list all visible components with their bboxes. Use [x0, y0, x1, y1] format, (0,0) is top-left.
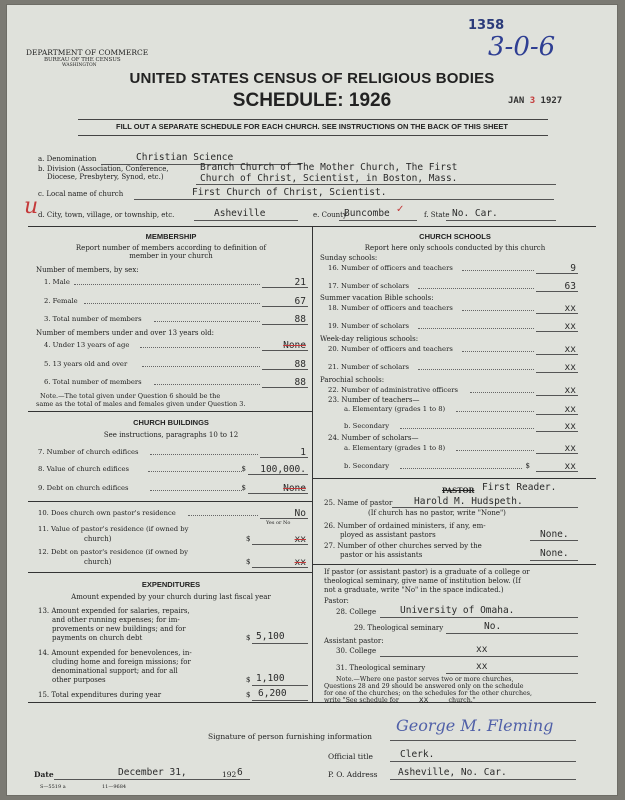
- underline: [390, 740, 576, 741]
- row-label: 10. Does church own pastor's residence: [38, 509, 176, 517]
- margin-mark: u: [24, 194, 39, 219]
- pastor-note-4: [324, 696, 476, 704]
- membership-note: Note.—The total given under Question 6 should be the: [40, 392, 221, 400]
- underline: [252, 567, 308, 568]
- division-label: b. Division (Association, Conference,: [38, 165, 169, 173]
- schools-row: [344, 444, 578, 454]
- r27-value: None.: [540, 548, 569, 559]
- pastor-note-5: church.": [448, 697, 476, 704]
- po-address-value: Asheville, No. Car.: [398, 767, 507, 778]
- underline: [446, 220, 556, 221]
- underline: [392, 507, 578, 508]
- city-label: d. City, town, village, or township, etc.: [38, 211, 175, 219]
- pastor-colon: Pastor:: [324, 597, 349, 605]
- row-value: 88: [294, 377, 306, 388]
- po-address-label: P. O. Address: [328, 770, 378, 779]
- row-label: 12. Debt on pastor's residence (if owned by: [38, 548, 188, 556]
- r26-value: None.: [540, 529, 569, 540]
- exp14-line1: 14. Amount expended for benevolences, in-: [38, 649, 192, 657]
- received-stamp: [508, 96, 562, 106]
- exp13-line4: payments on church debt: [52, 634, 143, 642]
- schools-row: [328, 386, 578, 396]
- dollar-sign: $: [246, 558, 251, 566]
- row-label: 18. Number of officers and teachers: [328, 304, 453, 312]
- dollar-sign: $: [241, 465, 246, 473]
- row-label: 3. Total number of members: [44, 315, 142, 323]
- underline: [196, 184, 556, 185]
- asst-college-label: 30. College: [336, 647, 377, 655]
- row-value: xx: [564, 303, 576, 314]
- row-label: b. Secondary: [344, 422, 390, 430]
- exp14-line3: denominational support; and for all: [52, 667, 178, 675]
- row-label: 5. 13 years old and over: [44, 360, 128, 368]
- row-value: xx: [564, 362, 576, 373]
- grad-line3: not a graduate, write "No" in the space indicated.): [324, 586, 504, 594]
- underline: [380, 656, 578, 657]
- college-value: University of Omaha.: [400, 605, 515, 616]
- assistant-colon: Assistant pastor:: [324, 637, 384, 645]
- row-value: 88: [294, 359, 306, 370]
- exp13-line1: 13. Amount expended for salaries, repairs,: [38, 607, 190, 615]
- row-value: xx: [564, 421, 576, 432]
- college-label: 28. College: [336, 608, 377, 616]
- buildings-row: [38, 509, 308, 519]
- underline: [390, 761, 576, 762]
- section-rule: [312, 478, 596, 479]
- pastor-note-1: Note.—Where one pastor serves two or more churches,: [336, 676, 514, 683]
- row-label: 11. Value of pastor's residence (if owned by: [38, 525, 189, 533]
- year-prefix: 192: [222, 770, 237, 779]
- division-label-2: Diocese, Presbytery, Synod, etc.): [47, 173, 164, 181]
- teachers-header: 23. Number of teachers—: [328, 396, 420, 404]
- pastor-note-2: Questions 28 and 29 should be answered only on the schedule: [324, 683, 524, 690]
- annotation-number: 1358: [468, 18, 505, 33]
- pastor-note-4a: write "See schedule for: [324, 697, 399, 704]
- row-value: None: [283, 340, 306, 351]
- form-number: S—5519 a: [40, 784, 66, 790]
- membership-row: [44, 341, 308, 351]
- row-label: a. Elementary (grades 1 to 8): [344, 444, 446, 452]
- grid-bottom-rule: [28, 702, 596, 703]
- row-label: 19. Number of scholars: [328, 322, 410, 330]
- schools-row: [344, 462, 578, 472]
- schedule-title: SCHEDULE: 1926: [232, 90, 392, 111]
- r27-line2: pastor or his assistants: [340, 551, 423, 559]
- row-value: 88: [294, 314, 306, 325]
- county-value: Buncombe: [344, 208, 390, 219]
- dollar-sign: $: [246, 691, 251, 699]
- exp13-line2: and other running expenses; for im-: [52, 616, 180, 624]
- section-rule: [312, 564, 596, 565]
- underline: [54, 779, 250, 780]
- members-age-header: Number of members under and over 13 years old:: [36, 329, 215, 337]
- county-label: e. County: [313, 211, 347, 219]
- yes-no-hint: Yes or No: [266, 520, 291, 526]
- row-value: None: [283, 483, 306, 494]
- divider: [78, 135, 548, 136]
- department-name: DEPARTMENT OF COMMERCE: [26, 48, 149, 57]
- underline: [530, 560, 578, 561]
- row-label: 6. Total number of members: [44, 378, 142, 386]
- section-rule: [28, 572, 312, 573]
- dollar-sign: $: [525, 462, 530, 470]
- row-value: xx: [564, 344, 576, 355]
- stamp-day: 3: [529, 96, 536, 106]
- row-value: xx: [564, 443, 576, 454]
- underline: [446, 633, 578, 634]
- row-value: 63: [564, 281, 576, 292]
- row-value: xx: [564, 404, 576, 415]
- membership-intro-2: member in your church: [129, 252, 213, 260]
- denomination-label: a. Denomination: [38, 155, 97, 163]
- membership-row: [44, 360, 308, 370]
- denomination-value: Christian Science: [136, 152, 234, 163]
- expenditures-intro: Amount expended by your church during last fiscal year: [71, 593, 271, 601]
- underline: [134, 199, 554, 200]
- exp15-label: 15. Total expenditures during year: [38, 691, 162, 699]
- row-value: 21: [294, 277, 306, 288]
- row-label: 22. Number of administrative officers: [328, 386, 458, 394]
- pastor-note-xx: xx: [418, 695, 429, 704]
- seminary-value: No.: [484, 621, 502, 632]
- signature-label: Signature of person furnishing information: [208, 732, 372, 741]
- row-value: xx: [564, 461, 576, 472]
- schools-row: [344, 422, 578, 432]
- exp14-line2: cluding home and foreign missions; for: [52, 658, 191, 666]
- row-value: 100,000.: [260, 464, 306, 475]
- r26-line1: 26. Number of ordained ministers, if any, em-: [324, 522, 486, 530]
- sunday-schools-header: Sunday schools:: [320, 254, 378, 262]
- church-word: church): [84, 558, 112, 566]
- row-label: 2. Female: [44, 297, 78, 305]
- row-label: 8. Value of church edifices: [38, 465, 130, 473]
- section-rule: [28, 501, 312, 502]
- row-value: 1: [300, 447, 306, 458]
- division-value-1: Branch Church of The Mother Church, The First: [200, 162, 458, 173]
- row-value: xx: [294, 557, 306, 568]
- form-number-2: 11—9684: [102, 784, 127, 790]
- buildings-row: [38, 448, 308, 458]
- schools-row: [328, 304, 578, 314]
- church-word: church): [84, 535, 112, 543]
- pastor-name-hint: (If church has no pastor, write "None"): [368, 509, 506, 517]
- form-title: UNITED STATES CENSUS OF RELIGIOUS BODIES: [129, 70, 495, 87]
- asst-seminary-value: xx: [476, 661, 488, 672]
- underline: [446, 673, 578, 674]
- buildings-title: CHURCH BUILDINGS: [133, 418, 209, 427]
- r27-line1: 27. Number of other churches served by the: [324, 542, 482, 550]
- exp13-line3: provements or new buildings; and for: [52, 625, 186, 633]
- bureau-city: WASHINGTON: [62, 63, 97, 68]
- membership-title: MEMBERSHIP: [145, 232, 197, 241]
- underline: [380, 617, 578, 618]
- grad-line2: theological seminary, give name of institution below. (If: [324, 577, 521, 585]
- pastor-name-value: Harold M. Hudspeth.: [414, 496, 523, 507]
- instruction-banner: FILL OUT A SEPARATE SCHEDULE FOR EACH CHURCH. SEE INSTRUCTIONS ON THE BACK OF THIS SHEET: [116, 122, 508, 131]
- scholars-header: 24. Number of scholars—: [328, 434, 419, 442]
- dollar-sign: $: [246, 535, 251, 543]
- underline: [252, 544, 308, 545]
- parochial-schools-header: Parochial schools:: [320, 376, 385, 384]
- row-value: 67: [294, 296, 306, 307]
- local-name-label: c. Local name of church: [38, 190, 124, 198]
- schools-row: [328, 282, 578, 292]
- divider: [78, 119, 548, 120]
- underline: [530, 540, 578, 541]
- exp14-line4: other purposes: [52, 676, 106, 684]
- row-value: xx: [564, 385, 576, 396]
- pastor-word: PASTOR: [442, 486, 475, 495]
- members-by-sex: Number of members, by sex:: [36, 266, 139, 274]
- census-schedule-page: [6, 4, 618, 796]
- underline: [390, 779, 576, 780]
- division-value-2: Church of Christ, Scientist, in Boston, Mass.: [200, 173, 458, 184]
- asst-seminary-label: 31. Theological seminary: [336, 664, 426, 672]
- row-value: No: [294, 508, 306, 519]
- local-name-value: First Church of Christ, Scientist.: [192, 187, 387, 198]
- date-value: December 31,: [118, 767, 187, 778]
- date-label: Date: [34, 770, 54, 779]
- exp13-value: 5,100: [256, 631, 285, 642]
- seminary-label: 29. Theological seminary: [354, 624, 444, 632]
- dollar-sign: $: [246, 676, 251, 684]
- row-label: 7. Number of church edifices: [38, 448, 139, 456]
- buildings-row: [38, 484, 308, 494]
- underline: [252, 700, 308, 701]
- state-label: f. State: [424, 211, 450, 219]
- membership-intro: Report number of members according to definition of: [75, 244, 267, 252]
- expenditures-title: EXPENDITURES: [141, 580, 201, 589]
- membership-note-2: same as the total of males and females given under Question 3.: [36, 400, 246, 408]
- official-title-label: Official title: [328, 752, 373, 761]
- schools-row: [344, 405, 578, 415]
- first-reader: First Reader.: [482, 482, 557, 493]
- schools-intro: Report here only schools conducted by this church: [364, 244, 546, 252]
- section-rule: [28, 411, 312, 412]
- grid-center-rule: [312, 226, 313, 702]
- underline: [194, 220, 298, 221]
- underline: [252, 685, 308, 686]
- row-label: 16. Number of officers and teachers: [328, 264, 453, 272]
- underline: [252, 643, 308, 644]
- row-label: 9. Debt on church edifices: [38, 484, 129, 492]
- summer-schools-header: Summer vacation Bible schools:: [320, 294, 434, 302]
- row-label: 21. Number of scholars: [328, 363, 410, 371]
- row-label: a. Elementary (grades 1 to 8): [344, 405, 446, 413]
- row-label: 20. Number of officers and teachers: [328, 345, 453, 353]
- buildings-intro: See instructions, paragraphs 10 to 12: [103, 431, 239, 439]
- asst-college-value: xx: [476, 644, 488, 655]
- schools-row: [328, 345, 578, 355]
- row-value: 9: [570, 263, 576, 274]
- annotation-code: 3-0-6: [488, 32, 556, 62]
- official-title-value: Clerk.: [400, 749, 435, 760]
- membership-row: [44, 315, 308, 325]
- membership-row: [44, 278, 308, 288]
- grad-line1: If pastor (or assistant pastor) is a graduate of a college or: [324, 568, 530, 576]
- stamp-month: JAN: [508, 96, 525, 106]
- pastor-note-3: for one of the churches; on the schedules for the other churches,: [324, 690, 532, 697]
- city-value: Asheville: [214, 208, 266, 219]
- schools-title: CHURCH SCHOOLS: [419, 232, 491, 241]
- schools-row: [328, 322, 578, 332]
- r26-line2: ployed as assistant pastors: [340, 531, 436, 539]
- red-check-mark: ✓: [396, 204, 405, 215]
- dollar-sign: $: [246, 634, 251, 642]
- membership-row: [44, 378, 308, 388]
- underline: [339, 220, 417, 221]
- schools-row: [328, 264, 578, 274]
- schools-row: [328, 363, 578, 373]
- row-value: xx: [564, 321, 576, 332]
- bureau-name: BUREAU OF THE CENSUS: [44, 57, 121, 63]
- row-label: 1. Male: [44, 278, 70, 286]
- row-label: 17. Number of scholars: [328, 282, 410, 290]
- pastor-name-label: 25. Name of pastor: [324, 499, 393, 507]
- row-label: b. Secondary: [344, 462, 390, 470]
- exp15-value: 6,200: [258, 688, 287, 699]
- buildings-row: [38, 465, 308, 475]
- row-label: 4. Under 13 years of age: [44, 341, 130, 349]
- state-value: No. Car.: [452, 208, 498, 219]
- signature-value: George M. Fleming: [396, 716, 554, 735]
- weekday-schools-header: Week-day religious schools:: [320, 335, 419, 343]
- row-value: xx: [294, 534, 306, 545]
- dollar-sign: $: [241, 484, 246, 492]
- stamp-year: 1927: [540, 96, 563, 106]
- year-suffix: 6: [237, 767, 243, 778]
- membership-row: [44, 297, 308, 307]
- exp14-value: 1,100: [256, 673, 285, 684]
